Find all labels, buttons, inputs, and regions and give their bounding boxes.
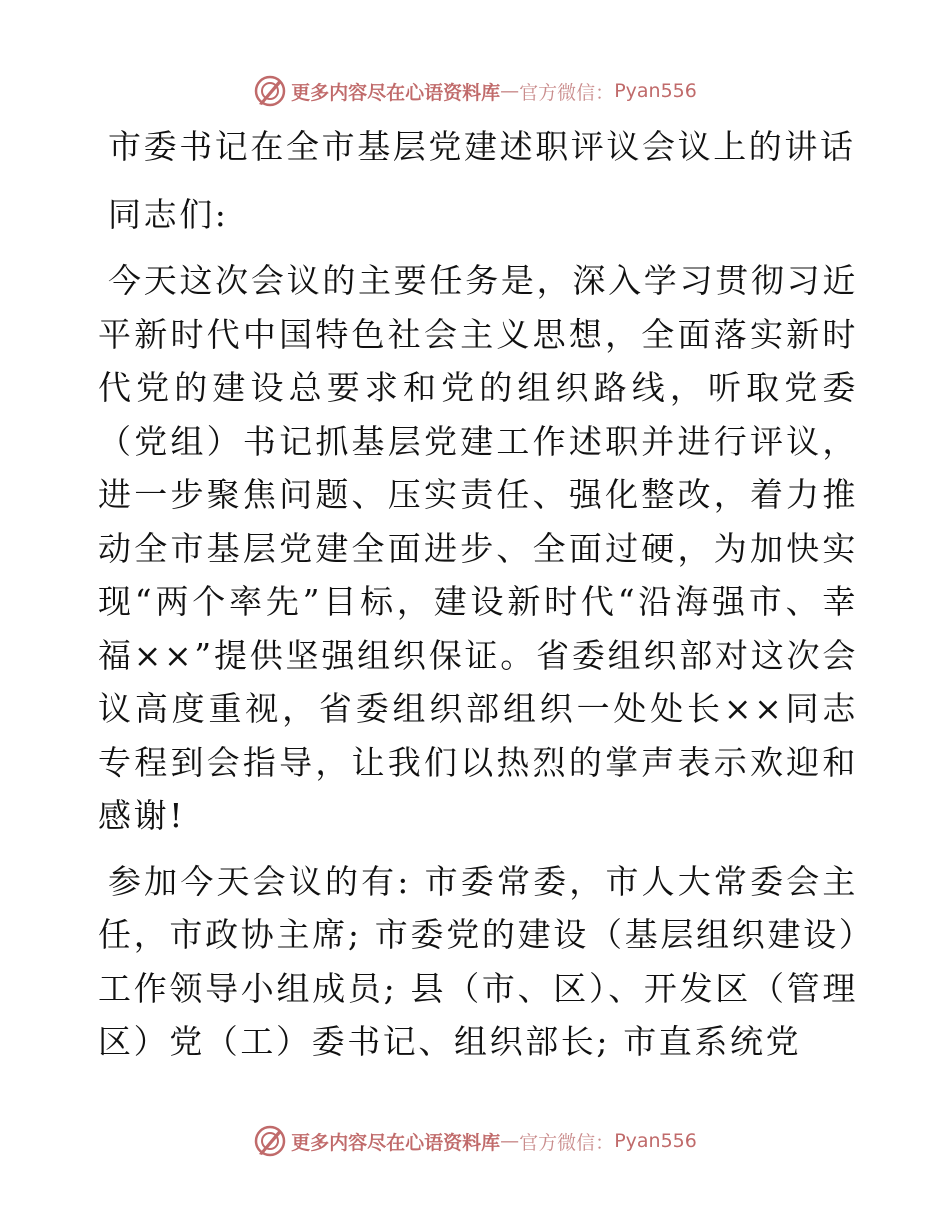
watermark-label: 官方微信： (519, 1131, 615, 1154)
watermark-header (0, 71, 950, 111)
watermark-footer (0, 1121, 950, 1161)
paragraph-2: 参加今天会议的有: 市委常委，市人大常委会主任，市政协主席; 市委党的建设（基层组织建设）工作领导小组成员; 县（市、区）、开发区（管理区）党（工）委书记、组织部长; 市直系统党 (98, 861, 858, 1061)
watermark-main-text: 更多内容尽在心语资料库 (291, 1131, 501, 1154)
document-body (98, 118, 858, 1069)
document-title: 市委书记在全市基层党建述职评议会议上的讲话 (108, 127, 856, 166)
watermark-wechat-id: Pyan556 (614, 80, 697, 102)
watermark-label: 官方微信： (519, 81, 615, 104)
watermark-dash: — (500, 80, 520, 102)
watermark-wechat-id: Pyan556 (614, 1130, 697, 1152)
greeting: 同志们: (108, 195, 229, 234)
quill-logo-icon (253, 1124, 287, 1158)
watermark-main-text: 更多内容尽在心语资料库 (291, 81, 501, 104)
quill-logo-icon (253, 74, 287, 108)
paragraph-1: 今天这次会议的主要任务是，深入学习贯彻习近平新时代中国特色社会主义思想，全面落实新时代党的建设总要求和党的组织路线，听取党委（党组）书记抓基层党建工作述职并进行评议，进一步聚焦问题、压实责任、强化整改，着力推动全市基层党建全面进步、全面过硬，为加快实现“两个率先”目标，建设新时代“沿海强市、幸福××”提供坚强组织保证。省委组织部对这次会议高度重视，省委组织部组织一处处长××同志专程到会指导，让我们以热烈的掌声表示欢迎和感谢! (98, 261, 858, 835)
watermark-dash: — (500, 1130, 520, 1152)
